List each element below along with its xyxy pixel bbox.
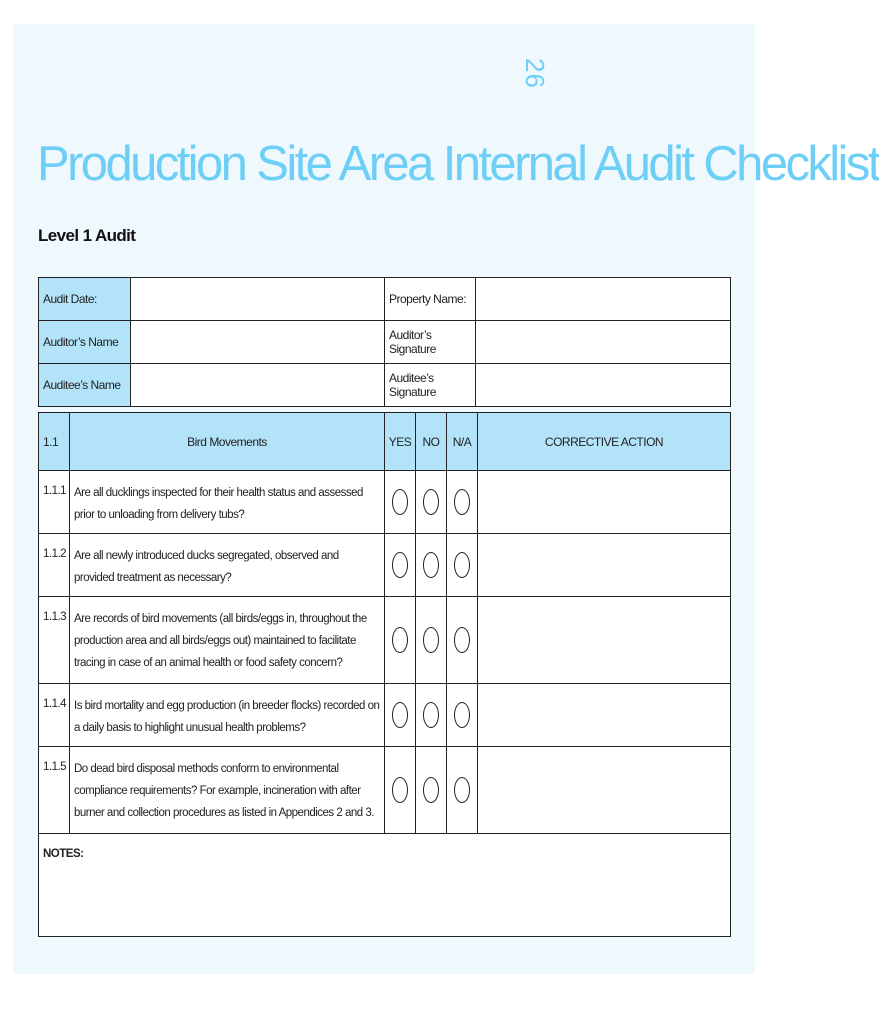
yes-radio[interactable] [392, 702, 408, 728]
corrective-action-field[interactable] [478, 684, 731, 747]
item-question: Is bird mortality and egg production (in breeder flocks) recorded on a daily basis to highlight unusual health problems? [70, 684, 385, 747]
no-radio[interactable] [423, 627, 439, 653]
no-radio[interactable] [423, 489, 439, 515]
auditor-signature-field[interactable] [476, 321, 731, 364]
notes-label: NOTES: [43, 848, 84, 860]
property-name-label: Property Name: [385, 278, 476, 321]
no-radio[interactable] [423, 702, 439, 728]
item-question: Do dead bird disposal methods conform to environmental compliance requirements? For example, incineration with after burner and collection procedures as listed in Appendices 2 and 3. [70, 747, 385, 834]
notes-field[interactable] [39, 834, 731, 937]
yes-radio[interactable] [392, 552, 408, 578]
auditee-name-field[interactable] [131, 364, 385, 407]
checklist-table [38, 412, 731, 937]
checklist-row [39, 684, 731, 747]
item-number: 1.1.1 [39, 471, 70, 534]
auditor-signature-label: Auditor’s Signature [385, 321, 476, 364]
column-corrective-action: CORRECTIVE ACTION [478, 413, 731, 471]
auditee-signature-label: Auditee’s Signature [385, 364, 476, 407]
checklist-row [39, 471, 731, 534]
yes-radio[interactable] [392, 489, 408, 515]
audit-date-field[interactable] [131, 278, 385, 321]
page-number: 26 [520, 58, 550, 89]
na-radio[interactable] [454, 777, 470, 803]
auditee-signature-field[interactable] [476, 364, 731, 407]
item-question: Are records of bird movements (all birds/eggs in, throughout the production area and all birds/eggs out) maintained to facilitate tracing in case of an animal health or food safety concern? [70, 597, 385, 684]
column-na: N/A [447, 413, 478, 471]
item-number: 1.1.5 [39, 747, 70, 834]
column-no: NO [416, 413, 447, 471]
checklist-row [39, 597, 731, 684]
item-number: 1.1.2 [39, 534, 70, 597]
item-question: Are all ducklings inspected for their health status and assessed prior to unloading from delivery tubs? [70, 471, 385, 534]
auditor-name-field[interactable] [131, 321, 385, 364]
na-radio[interactable] [454, 552, 470, 578]
na-radio[interactable] [454, 627, 470, 653]
section-title: Bird Movements [70, 413, 385, 471]
checklist-header-row [39, 413, 731, 471]
audit-date-label: Audit Date: [39, 278, 131, 321]
corrective-action-field[interactable] [478, 471, 731, 534]
no-radio[interactable] [423, 777, 439, 803]
no-radio[interactable] [423, 552, 439, 578]
checklist-row [39, 747, 731, 834]
property-name-field[interactable] [476, 278, 731, 321]
audit-level-heading: Level 1 Audit [38, 226, 136, 245]
item-number: 1.1.4 [39, 684, 70, 747]
checklist-row [39, 534, 731, 597]
audit-info-table [38, 277, 731, 407]
corrective-action-field[interactable] [478, 747, 731, 834]
item-number: 1.1.3 [39, 597, 70, 684]
item-question: Are all newly introduced ducks segregated, observed and provided treatment as necessary? [70, 534, 385, 597]
auditor-name-label: Auditor’s Name [39, 321, 131, 364]
corrective-action-field[interactable] [478, 534, 731, 597]
auditee-name-label: Auditee’s Name [39, 364, 131, 407]
yes-radio[interactable] [392, 627, 408, 653]
corrective-action-field[interactable] [478, 597, 731, 684]
na-radio[interactable] [454, 489, 470, 515]
na-radio[interactable] [454, 702, 470, 728]
page-title: Production Site Area Internal Audit Checklist [37, 137, 879, 191]
section-number: 1.1 [39, 413, 70, 471]
yes-radio[interactable] [392, 777, 408, 803]
column-yes: YES [385, 413, 416, 471]
